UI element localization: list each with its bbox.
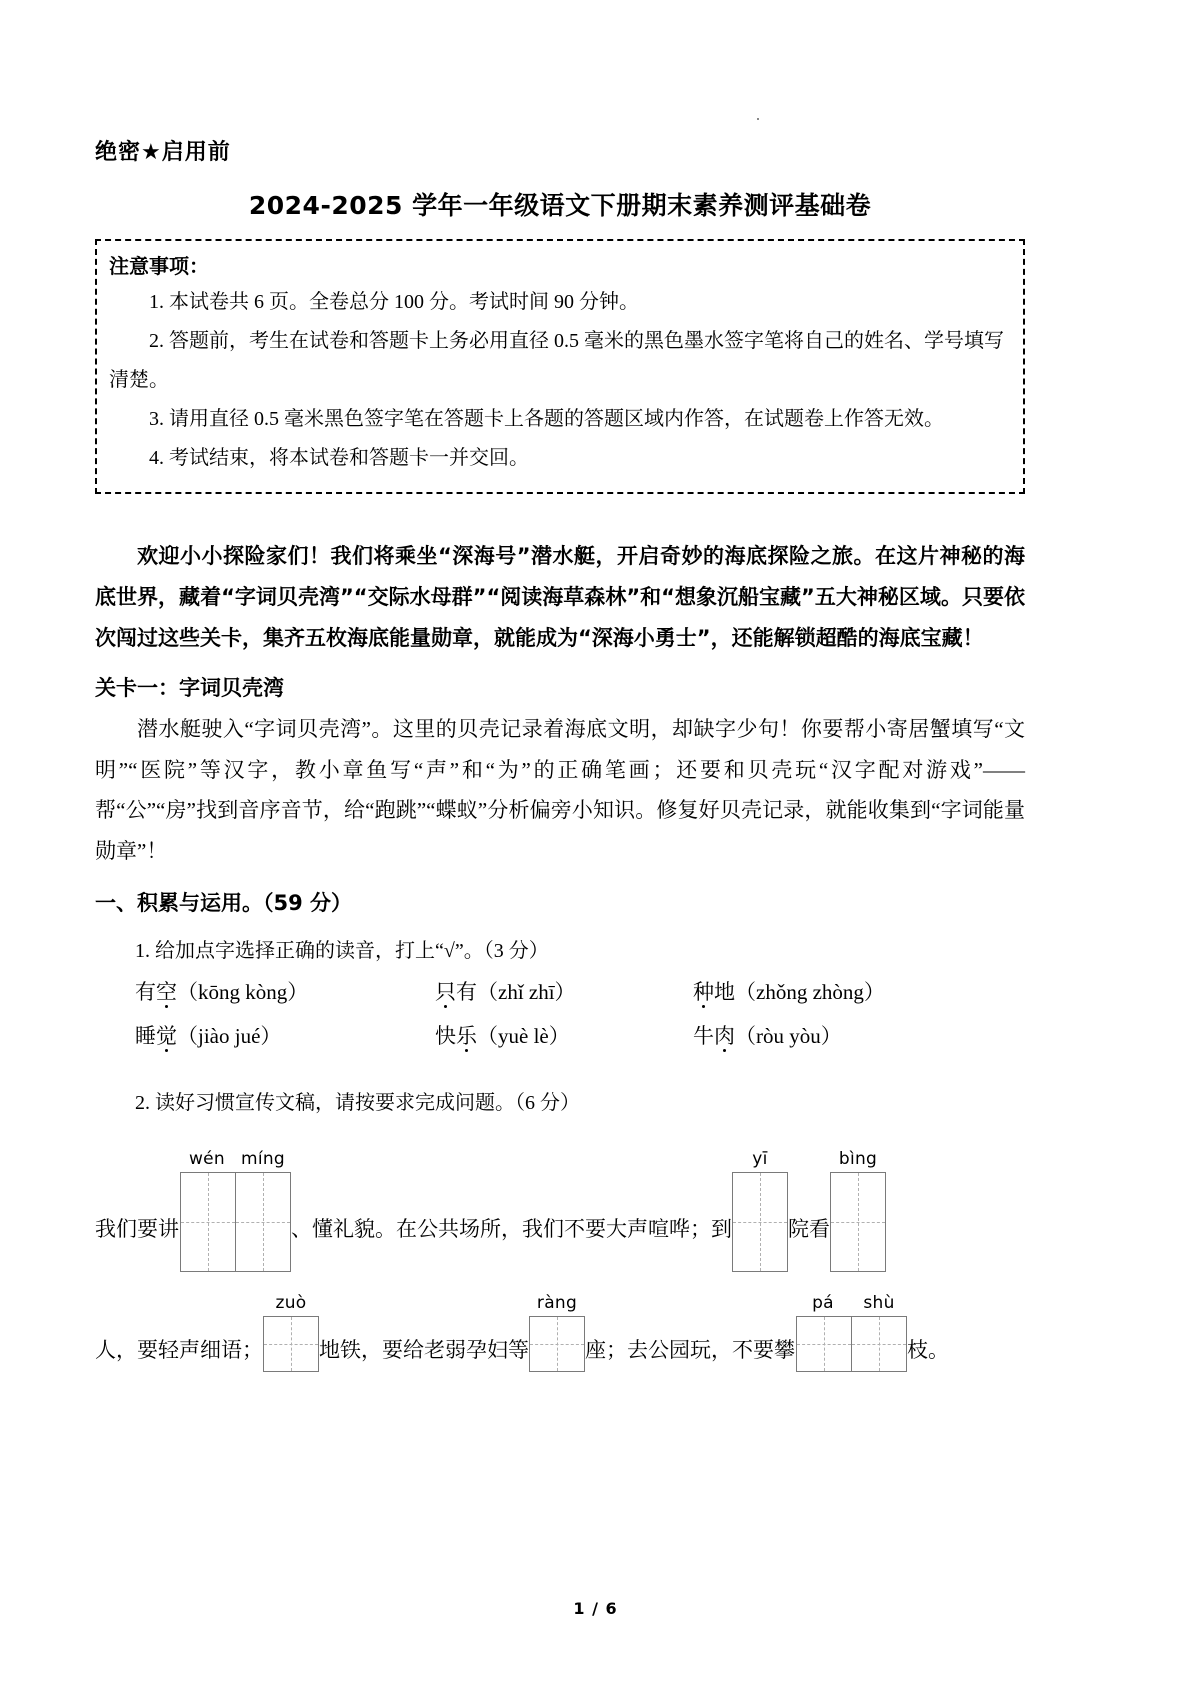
- tianzige-pa-shu[interactable]: [795, 1292, 907, 1372]
- pinyin-dotted-char: 觉: [156, 1024, 177, 1049]
- notice-box: [95, 239, 1025, 494]
- pinyin-post: 地: [714, 980, 735, 1005]
- notice-title: 注意事项：: [109, 253, 209, 278]
- pinyin-choices: （zhǐ zhī）: [477, 980, 576, 1005]
- tianzige-pinyin-row: [263, 1292, 319, 1316]
- tianzige-rang[interactable]: [529, 1292, 585, 1372]
- pinyin-choices: （ròu yòu）: [735, 1024, 842, 1049]
- grid-line-1-mid-2: 院看: [788, 1217, 830, 1242]
- writing-cell[interactable]: [235, 1172, 291, 1272]
- tianzige-yi[interactable]: [732, 1148, 788, 1272]
- pinyin-item: [435, 970, 693, 1014]
- level-one-heading: 关卡一：字词贝壳湾: [95, 675, 284, 700]
- notice-item-4: 4. 考试结束，将本试卷和答题卡一并交回。: [149, 446, 529, 469]
- grid-line-2-tail: 枝。: [907, 1338, 949, 1363]
- writing-cell[interactable]: [263, 1316, 319, 1372]
- grid-line-1-mid-1: 、懂礼貌。在公共场所，我们不要大声喧哗；到: [291, 1217, 732, 1242]
- pinyin-dotted-char: 肉: [714, 1024, 735, 1049]
- pinyin-choices: （yuè lè）: [477, 1024, 570, 1049]
- pinyin-dotted-char: 空: [156, 980, 177, 1005]
- question-1-row-2: [135, 1014, 1025, 1058]
- question-2-grid-line-2: [95, 1292, 1025, 1372]
- grid-line-1-lead: 我们要讲: [95, 1217, 179, 1242]
- grid-line-2-mid-1: 地铁，要给老弱孕妇等: [319, 1338, 529, 1363]
- pinyin-item: [435, 1014, 693, 1058]
- writing-cell[interactable]: [529, 1316, 585, 1372]
- tianzige-wen-ming[interactable]: [179, 1148, 291, 1272]
- grid-line-2-lead: 人，要轻声细语；: [95, 1338, 263, 1363]
- writing-cell[interactable]: [830, 1172, 886, 1272]
- pinyin-dotted-char: 只: [435, 980, 456, 1005]
- page-title: 2024-2025 学年一年级语文下册期末素养测评基础卷: [248, 191, 872, 221]
- pinyin-ming: míng: [240, 1149, 286, 1170]
- pinyin-item: [135, 970, 435, 1014]
- section-one-heading: 一、积累与运用。（59 分）: [95, 891, 353, 916]
- pinyin-choices: （jiào jué）: [177, 1024, 282, 1049]
- pinyin-pre: 牛: [693, 1024, 714, 1049]
- grid-line-2-mid-2: 座；去公园玩，不要攀: [585, 1338, 795, 1363]
- page-content: [95, 0, 1025, 1372]
- question-2-grid-line-1: [95, 1148, 1025, 1272]
- tianzige-zuo[interactable]: [263, 1292, 319, 1372]
- pinyin-choices: （zhǒng zhòng）: [735, 980, 885, 1005]
- pinyin-dotted-char: 乐: [456, 1024, 477, 1049]
- writing-cell[interactable]: [851, 1316, 907, 1372]
- writing-cell[interactable]: [732, 1172, 788, 1272]
- pinyin-item: [693, 1014, 993, 1058]
- pinyin-zuo: zuò: [275, 1293, 307, 1314]
- pinyin-pre: 快: [435, 1024, 456, 1049]
- tianzige-pinyin-row: [795, 1292, 907, 1316]
- tianzige-pinyin-row: [179, 1148, 291, 1172]
- pinyin-pa: pá: [812, 1293, 834, 1314]
- pinyin-bing: bìng: [838, 1149, 878, 1170]
- notice-item-3: 3. 请用直径 0.5 毫米黑色签字笔在答题卡上各题的答题区域内作答，在试题卷上作答无效。: [149, 407, 944, 430]
- tianzige-bing[interactable]: [830, 1148, 886, 1272]
- intro-paragraph: 欢迎小小探险家们！我们将乘坐“深海号”潜水艇，开启奇妙的海底探险之旅。在这片神秘的海底世界，藏着“字词贝壳湾”“交际水母群”“阅读海草森林”和“想象沉船宝藏”五大神秘区域。只要依次闯过这些关卡，集齐五枚海底能量勋章，就能成为“深海小勇士”，还能解锁超酷的海底宝藏！: [95, 543, 1025, 650]
- tianzige-pinyin-row: [732, 1148, 788, 1172]
- classified-label: 绝密★启用前: [95, 140, 231, 165]
- question-1-stem: 1. 给加点字选择正确的读音，打上“√”。（3 分）: [135, 940, 549, 963]
- pinyin-pre: 睡: [135, 1024, 156, 1049]
- tianzige-pinyin-row: [830, 1148, 886, 1172]
- level-one-body: 潜水艇驶入“字词贝壳湾”。这里的贝壳记录着海底文明，却缺字少句！你要帮小寄居蟹填写“文明”“医院”等汉字，教小章鱼写“声”和“为”的正确笔画；还要和贝壳玩“汉字配对游戏”——帮“公”“房”找到音序音节，给“跑跳”“蝶蚁”分析偏旁小知识。修复好贝壳记录，就能收集到“字词能量勋章”！: [95, 716, 1025, 864]
- pinyin-item: [693, 970, 993, 1014]
- question-2-stem: 2. 读好习惯宣传文稿，请按要求完成问题。（6 分）: [135, 1092, 580, 1115]
- pinyin-pre: 有: [135, 980, 156, 1005]
- notice-item-2: 2. 答题前，考生在试卷和答题卡上务必用直径 0.5 毫米的黑色墨水签字笔将自己的姓名、学号填写清楚。: [109, 329, 1004, 391]
- writing-cell[interactable]: [180, 1172, 236, 1272]
- pinyin-post: 有: [456, 980, 477, 1005]
- tianzige-pinyin-row: [529, 1292, 585, 1316]
- pinyin-choices: （kōng kòng）: [177, 980, 309, 1005]
- writing-cell[interactable]: [796, 1316, 852, 1372]
- notice-item-1: 1. 本试卷共 6 页。全卷总分 100 分。考试时间 90 分钟。: [149, 290, 639, 313]
- question-1-row-1: [135, 970, 1025, 1014]
- pinyin-yi: yī: [752, 1149, 768, 1170]
- pinyin-rang: ràng: [536, 1293, 578, 1314]
- page-footer: 1 / 6: [573, 1599, 618, 1618]
- pinyin-wen: wén: [188, 1149, 226, 1170]
- pinyin-shu: shù: [863, 1293, 895, 1314]
- pinyin-dotted-char: 种: [693, 980, 714, 1005]
- pinyin-item: [135, 1014, 435, 1058]
